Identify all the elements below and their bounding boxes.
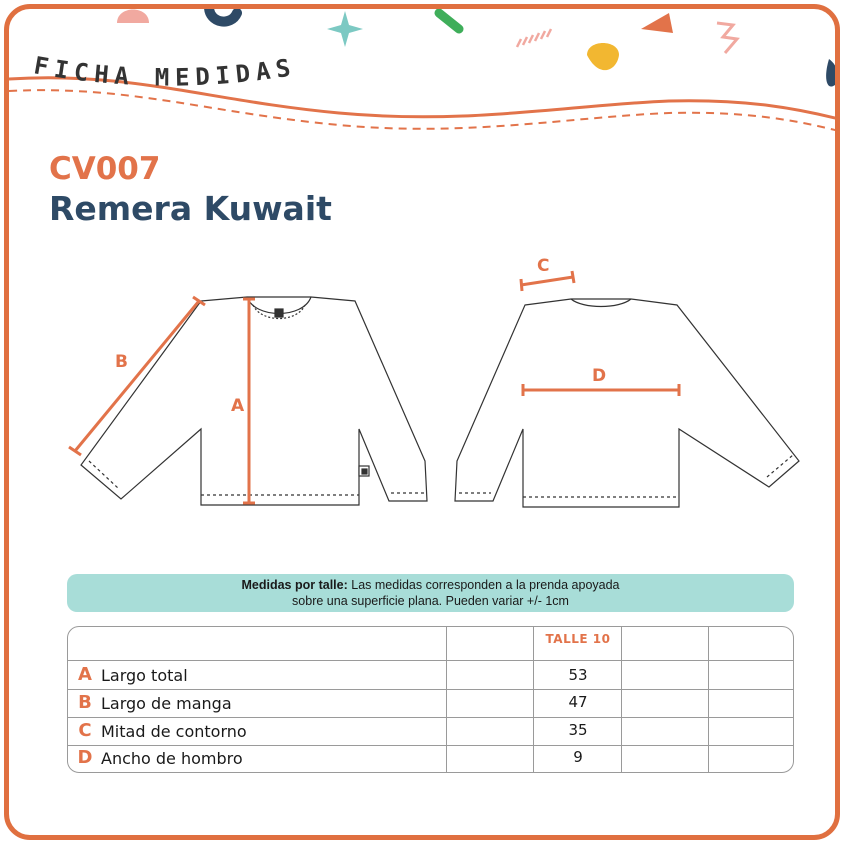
yellow-shape (587, 43, 619, 70)
table-row (68, 690, 794, 718)
garment-diagram (9, 249, 839, 519)
note-text-line1: Las medidas corresponden a la prenda apoyada (347, 578, 620, 592)
row-value: 47 (568, 693, 588, 711)
teal-star-shape (327, 11, 363, 47)
note-bold: Medidas por talle: (241, 578, 348, 592)
product-name: Remera Kuwait (49, 189, 332, 228)
svg-text:FICHA MEDIDAS (32, 51, 299, 91)
blue-blob-shape (826, 59, 838, 87)
row-letter: C (78, 720, 92, 741)
row-label: Largo total (101, 666, 188, 685)
orange-triangle-shape (641, 13, 673, 33)
header-title-text: FICHA MEDIDAS (31, 51, 299, 92)
note-text-line2: sobre una superficie plana. Pueden variar +/- 1cm (292, 594, 569, 608)
spec-sheet-card (4, 4, 840, 840)
table-row (68, 718, 794, 746)
label-d: D (592, 366, 607, 386)
pink-stripes-shape (517, 29, 551, 47)
label-a: A (231, 396, 245, 416)
blue-swirl-shape (209, 9, 237, 22)
measure-line-c (521, 277, 573, 285)
table-row (68, 662, 794, 690)
size-table (67, 626, 794, 773)
header-title (27, 47, 347, 107)
row-value: 9 (573, 748, 583, 766)
pink-zigzag-shape (717, 23, 737, 53)
front-view-drawing (81, 297, 427, 505)
label-c: C (537, 256, 550, 276)
green-bar-shape (439, 13, 459, 29)
row-letter: B (78, 692, 92, 713)
row-label: Mitad de contorno (101, 722, 247, 741)
row-letter: A (78, 664, 92, 685)
row-value: 35 (568, 721, 588, 739)
row-label: Largo de manga (101, 694, 232, 713)
measurement-note (67, 574, 794, 612)
back-view-drawing (455, 299, 799, 507)
label-b: B (115, 352, 128, 372)
note-line-1 (67, 577, 794, 593)
product-code: CV007 (49, 151, 161, 187)
row-label: Ancho de hombro (101, 749, 243, 768)
row-letter: D (77, 747, 93, 768)
table-header-size: TALLE 10 (545, 632, 611, 646)
pink-semicircle-shape (117, 10, 149, 24)
table-row-divider (68, 660, 794, 661)
table-row (68, 746, 794, 773)
row-value: 53 (568, 666, 588, 684)
